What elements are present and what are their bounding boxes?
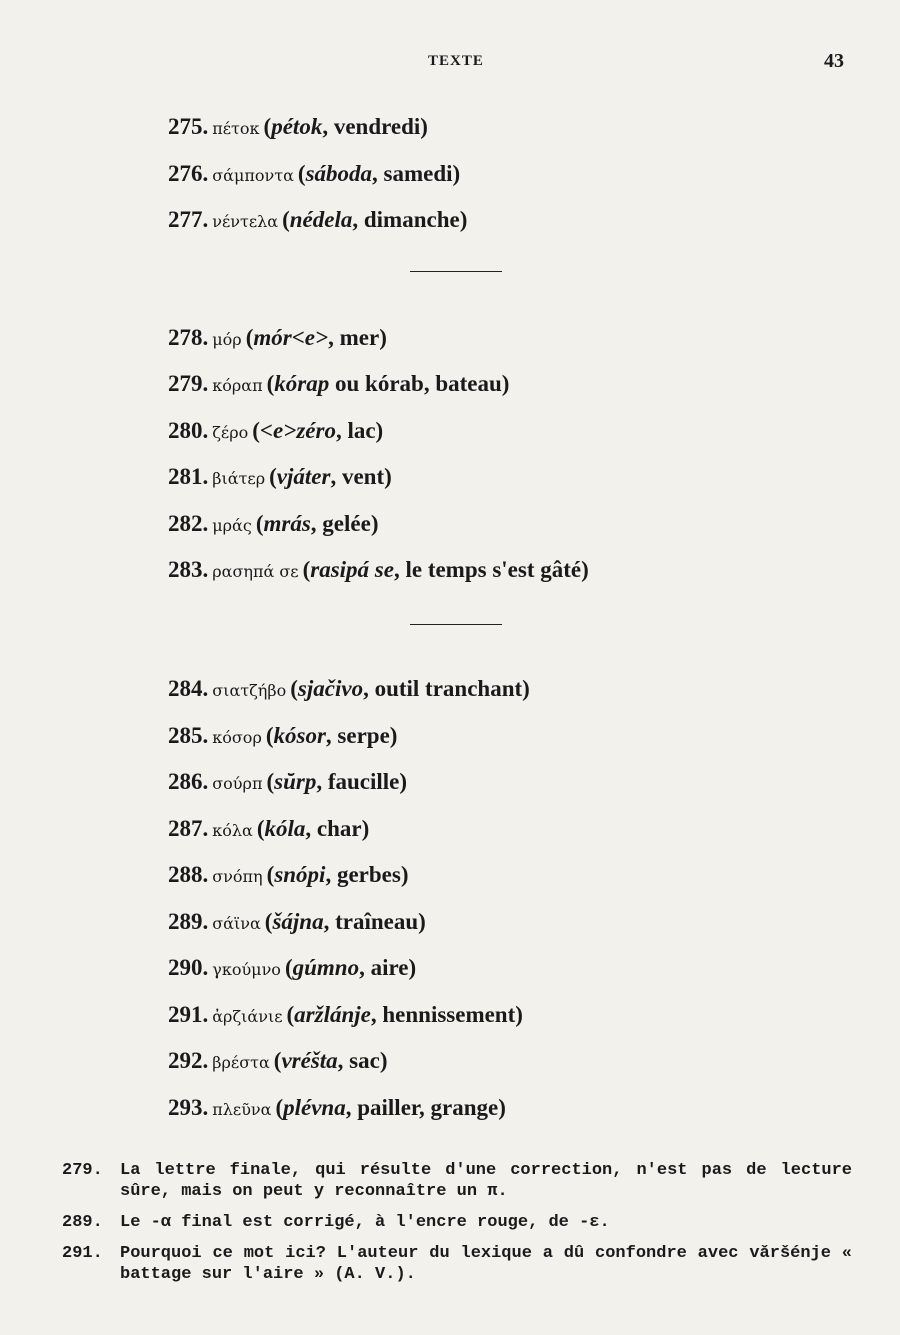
page-number: 43 [824,50,844,72]
greek-word: γκούμνο [212,960,281,979]
entry-number: 287. [168,816,209,841]
footnote-number: 279. [62,1161,103,1180]
greek-word: σούρπ [212,774,263,793]
gloss: , samedi) [372,161,461,186]
transliteration: kósor [273,723,326,748]
lexicon-entry [168,768,407,798]
footnote-text: La lettre finale, qui résulte d'une correction, n'est pas de lecture sûre, mais on peut y reconnaître un π. [120,1161,852,1201]
entry-number: 275. [168,114,209,139]
open-paren: ( [266,769,275,794]
open-paren: ( [302,557,311,582]
entry-number: 290. [168,955,209,980]
gloss: , outil tranchant) [363,676,530,701]
open-paren: ( [273,1048,282,1073]
lexicon-entry [168,417,383,447]
footnote [62,1160,852,1202]
greek-word: σνόπη [212,867,263,886]
gloss: , gerbes) [325,862,409,887]
open-paren: ( [263,114,272,139]
greek-word: κόλα [212,821,253,840]
open-paren: ( [265,723,274,748]
transliteration: <e>zéro [259,418,336,443]
transliteration: sjačivo [297,676,364,701]
greek-word: ρασηπά σε [212,562,299,581]
entry-number: 276. [168,161,209,186]
lexicon-entry [168,1047,388,1077]
gloss: , pailler, grange) [345,1095,506,1120]
open-paren: ( [269,464,277,489]
section-separator [410,271,502,272]
gloss: , lac) [335,418,384,443]
greek-word: μόρ [212,330,242,349]
gloss: , gelée) [310,511,379,536]
open-paren: ( [252,418,260,443]
gloss: ou kórab, bateau) [329,371,510,396]
open-paren: ( [266,371,275,396]
lexicon-entry [168,463,392,493]
transliteration: sŭrp [274,769,317,794]
transliteration: gúmno [292,955,360,980]
gloss: , aire) [359,955,417,980]
open-paren: ( [266,862,275,887]
gloss: , faucille) [316,769,408,794]
greek-word: πλεῦνα [212,1100,272,1119]
lexicon-entry [168,815,369,845]
entry-number: 289. [168,909,209,934]
open-paren: ( [297,161,306,186]
entry-number: 283. [168,557,209,582]
open-paren: ( [256,816,265,841]
greek-word: βιάτερ [212,469,266,488]
entry-number: 293. [168,1095,209,1120]
entry-number: 292. [168,1048,209,1073]
entry-number: 277. [168,207,209,232]
open-paren: ( [290,676,298,701]
gloss: , vendredi) [322,114,428,139]
open-paren: ( [275,1095,284,1120]
gloss: , dimanche) [352,207,468,232]
footnote [62,1243,852,1285]
transliteration: šájna [272,909,324,934]
open-paren: ( [286,1002,295,1027]
greek-word: μράς [212,516,252,535]
transliteration: nédela [289,207,353,232]
transliteration: aržlánje [294,1002,371,1027]
gloss: , char) [305,816,370,841]
gloss: , vent) [330,464,392,489]
footnote [62,1212,852,1233]
transliteration: mrás [263,511,311,536]
entry-number: 284. [168,676,209,701]
open-paren: ( [255,511,264,536]
lexicon-entry [168,861,408,891]
open-paren: ( [284,955,293,980]
lexicon-entry [168,160,460,190]
entry-number: 281. [168,464,209,489]
greek-word: σάϊνα [212,914,261,933]
transliteration: sáboda [305,161,373,186]
transliteration: vréšta [281,1048,338,1073]
transliteration: kórap [274,371,330,396]
entry-number: 282. [168,511,209,536]
footnote-text: Le -α final est corrigé, à l'encre rouge, de -ε. [120,1213,610,1232]
greek-word: πέτοκ [212,119,260,138]
gloss: , le temps s'est gâté) [393,557,589,582]
transliteration: rasipá se [310,557,394,582]
running-title: TEXTE [428,53,484,69]
lexicon-entry [168,324,387,354]
entry-number: 278. [168,325,209,350]
lexicon-entry [168,556,589,586]
gloss: , hennissement) [370,1002,523,1027]
footnote-text: Pourquoi ce mot ici? L'auteur du lexique a dû confondre avec vǎršénje « battage sur l'aire » (A. V.). [120,1244,852,1284]
section-separator [410,624,502,625]
gloss: , traîneau) [323,909,426,934]
greek-word: κόραπ [212,376,263,395]
open-paren: ( [245,325,254,350]
lexicon-entry [168,954,416,984]
gloss: , mer) [328,325,387,350]
transliteration: pétok [271,114,323,139]
lexicon-entry [168,1094,506,1124]
greek-word: σιατζήβο [212,681,287,700]
lexicon-entry [168,675,530,705]
entry-number: 279. [168,371,209,396]
lexicon-entry [168,370,509,400]
transliteration: kóla [264,816,306,841]
greek-word: νέντελα [212,212,279,231]
open-paren: ( [282,207,290,232]
lexicon-entry [168,510,378,540]
greek-word: βρέστα [212,1053,270,1072]
gloss: , sac) [337,1048,388,1073]
gloss: , serpe) [325,723,398,748]
footnote-number: 289. [62,1213,103,1232]
footnote-number: 291. [62,1244,103,1263]
lexicon-entry [168,722,397,752]
greek-word: ζέρο [212,423,249,442]
greek-word: σάμποντα [212,166,294,185]
lexicon-entry [168,1001,523,1031]
lexicon-entry [168,113,428,143]
lexicon-entry [168,908,426,938]
transliteration: vjáter [276,464,331,489]
footnotes [62,1160,852,1295]
transliteration: plévna [283,1095,346,1120]
lexicon-entry [168,206,467,236]
entry-number: 288. [168,862,209,887]
entry-number: 280. [168,418,209,443]
running-head [0,50,900,74]
entry-number: 285. [168,723,209,748]
open-paren: ( [264,909,273,934]
entry-number: 286. [168,769,209,794]
entry-number: 291. [168,1002,209,1027]
transliteration: snópi [274,862,326,887]
greek-word: κόσορ [212,728,262,747]
transliteration: mór<e> [253,325,329,350]
greek-word: ἀρζιάνιε [212,1007,283,1026]
